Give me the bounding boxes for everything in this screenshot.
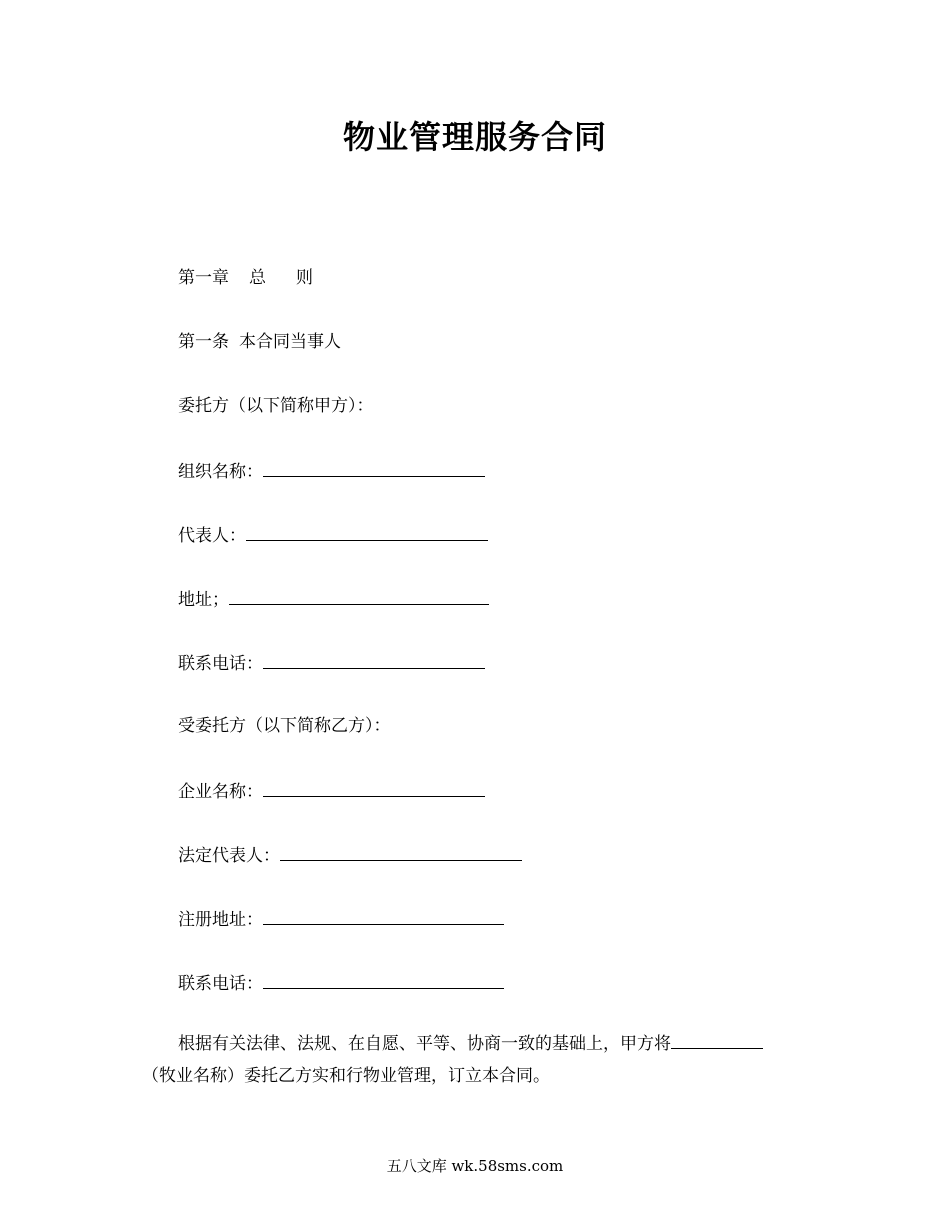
party-b-legal-rep-row xyxy=(178,842,522,868)
company-name-blank[interactable] xyxy=(263,778,485,797)
representative-label: 代表人： xyxy=(178,526,246,546)
paragraph-part-1: 根据有关法律、法规、在自愿、平等、协商一致的基础上，甲方将 xyxy=(178,1034,671,1054)
article-1-heading xyxy=(178,330,341,354)
party-a-org-name-row xyxy=(178,458,485,484)
legal-rep-label: 法定代表人： xyxy=(178,846,280,866)
representative-blank[interactable] xyxy=(246,522,488,541)
party-b-registered-address-row xyxy=(178,906,504,932)
company-name-label: 企业名称： xyxy=(178,782,263,802)
party-a-representative-row xyxy=(178,522,488,548)
registered-address-blank[interactable] xyxy=(263,906,504,925)
registered-address-label: 注册地址： xyxy=(178,910,263,930)
document-title: 物业管理服务合同 xyxy=(342,118,607,156)
chapter-label: 第一章 xyxy=(178,268,229,288)
org-name-blank[interactable] xyxy=(263,458,485,477)
address-blank[interactable] xyxy=(229,586,489,605)
footer-watermark: 五八文库 wk.58sms.com xyxy=(386,1157,564,1175)
phone-label: 联系电话： xyxy=(178,974,263,994)
party-a-address-row xyxy=(178,586,489,612)
party-a-phone-row xyxy=(178,650,485,676)
party-b-company-name-row xyxy=(178,778,485,804)
party-b-heading: 受委托方（以下简称乙方）： xyxy=(178,716,391,736)
phone-label: 联系电话： xyxy=(178,654,263,674)
org-name-label: 组织名称： xyxy=(178,462,263,482)
chapter-heading xyxy=(178,266,313,290)
property-name-blank[interactable] xyxy=(671,1030,763,1049)
agreement-paragraph xyxy=(142,1028,814,1092)
chapter-word-1: 总 xyxy=(249,268,266,288)
legal-rep-blank[interactable] xyxy=(280,842,522,861)
phone-blank[interactable] xyxy=(263,650,485,669)
article-text: 本合同当事人 xyxy=(239,332,341,352)
chapter-word-2: 则 xyxy=(296,268,313,288)
phone-blank[interactable] xyxy=(263,970,504,989)
party-b-phone-row xyxy=(178,970,504,996)
paragraph-part-2: （牧业名称）委托乙方实和行物业管理，订立本合同。 xyxy=(142,1066,550,1086)
party-a-heading: 委托方（以下简称甲方）： xyxy=(178,396,374,416)
article-label: 第一条 xyxy=(178,332,229,352)
address-label: 地址； xyxy=(178,590,229,610)
